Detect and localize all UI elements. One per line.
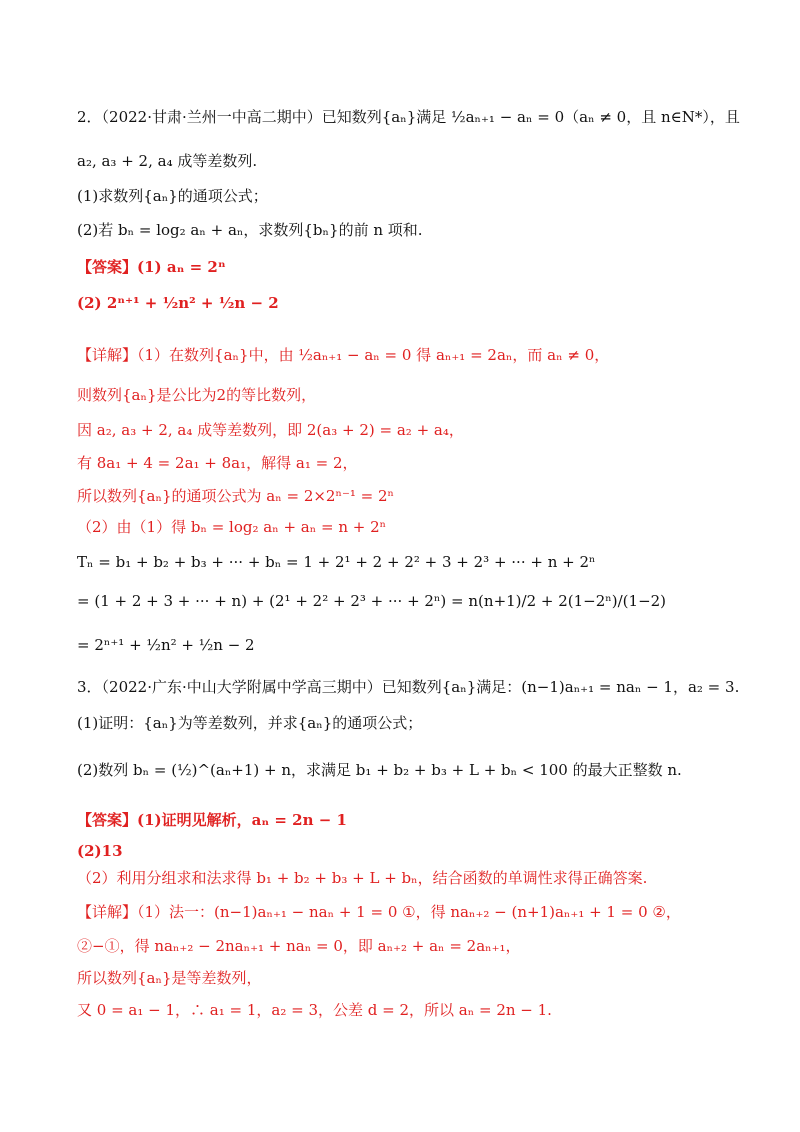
problem-3-detail-3: 所以数列{aₙ}是等差数列， xyxy=(77,969,262,987)
problem-2-detail-1: 【详解】（1）在数列{aₙ}中，由 ½aₙ₊₁ − aₙ = 0 得 aₙ₊₁ = 2aₙ，而 aₙ ≠ 0， xyxy=(77,346,610,364)
problem-3-question-1: (1)证明：{aₙ}为等差数列，并求{aₙ}的通项公式； xyxy=(77,714,423,732)
problem-2-detail-4: 有 8a₁ + 4 = 2a₁ + 8a₁，解得 a₁ = 2， xyxy=(77,454,358,472)
problem-2-detail-5: 所以数列{aₙ}的通项公式为 aₙ = 2×2ⁿ⁻¹ = 2ⁿ xyxy=(77,487,395,505)
problem-2-condition: a₂, a₃ + 2, a₄ 成等差数列. xyxy=(77,152,258,170)
problem-2-detail-2: 则数列{aₙ}是公比为2的等比数列， xyxy=(77,386,317,404)
problem-2-detail-8: = (1 + 2 + 3 + ··· + n) + (2¹ + 2² + 2³ + ··· + 2ⁿ) = n(n+1)/2 + 2(1−2ⁿ)/(1−2) xyxy=(77,592,667,610)
problem-3-detail-1: 【详解】（1）法一：(n−1)aₙ₊₁ − naₙ + 1 = 0 ①，得 naₙ₊₂ − (n+1)aₙ₊₁ + 1 = 0 ②， xyxy=(77,903,681,921)
problem-3-heading: 3．（2022·广东·中山大学附属中学高三期中）已知数列{aₙ}满足：(n−1)aₙ₊₁ = naₙ − 1，a₂ = 3. xyxy=(77,678,740,696)
answer-label: 【答案】 xyxy=(77,811,138,829)
problem-3-answer-1 xyxy=(77,809,757,831)
problem-2-question-1: (1)求数列{aₙ}的通项公式； xyxy=(77,187,268,205)
problem-2-detail-3: 因 a₂, a₃ + 2, a₄ 成等差数列，即 2(a₃ + 2) = a₂ + a₄， xyxy=(77,421,464,439)
problem-2-question-2: (2)若 bₙ = log₂ aₙ + aₙ，求数列{bₙ}的前 n 项和. xyxy=(77,221,423,239)
answer-text: (1) aₙ = 2ⁿ xyxy=(137,258,226,276)
problem-2-answer-2: (2) 2ⁿ⁺¹ + ½n² + ½n − 2 xyxy=(77,294,279,312)
problem-3-hint: （2）利用分组求和法求得 b₁ + b₂ + b₃ + L + bₙ，结合函数的单调性求得正确答案. xyxy=(77,869,648,887)
answer-text: (1)证明见解析，aₙ = 2n − 1 xyxy=(137,811,347,829)
problem-3-answer-2: (2)13 xyxy=(77,842,123,860)
problem-2-answer-1 xyxy=(77,256,757,278)
problem-2-heading: 2．（2022·甘肃·兰州一中高二期中）已知数列{aₙ}满足 ½aₙ₊₁ − aₙ = 0（aₙ ≠ 0，且 n∈N*），且 xyxy=(77,108,740,126)
answer-label: 【答案】 xyxy=(77,258,138,276)
problem-3-detail-4: 又 0 = a₁ − 1，∴ a₁ = 1，a₂ = 3，公差 d = 2，所以 aₙ = 2n − 1. xyxy=(77,1001,552,1019)
problem-2-detail-6: （2）由（1）得 bₙ = log₂ aₙ + aₙ = n + 2ⁿ xyxy=(77,518,387,536)
problem-2-detail-9: = 2ⁿ⁺¹ + ½n² + ½n − 2 xyxy=(77,636,255,654)
problem-3-question-2: (2)数列 bₙ = (½)^(aₙ+1) + n，求满足 b₁ + b₂ + b₃ + L + bₙ < 100 的最大正整数 n. xyxy=(77,761,682,779)
problem-3-detail-2: ②−①，得 naₙ₊₂ − 2naₙ₊₁ + naₙ = 0，即 aₙ₊₂ + aₙ = 2aₙ₊₁， xyxy=(77,937,521,955)
problem-2-detail-7: Tₙ = b₁ + b₂ + b₃ + ··· + bₙ = 1 + 2¹ + 2 + 2² + 3 + 2³ + ··· + n + 2ⁿ xyxy=(77,553,596,571)
